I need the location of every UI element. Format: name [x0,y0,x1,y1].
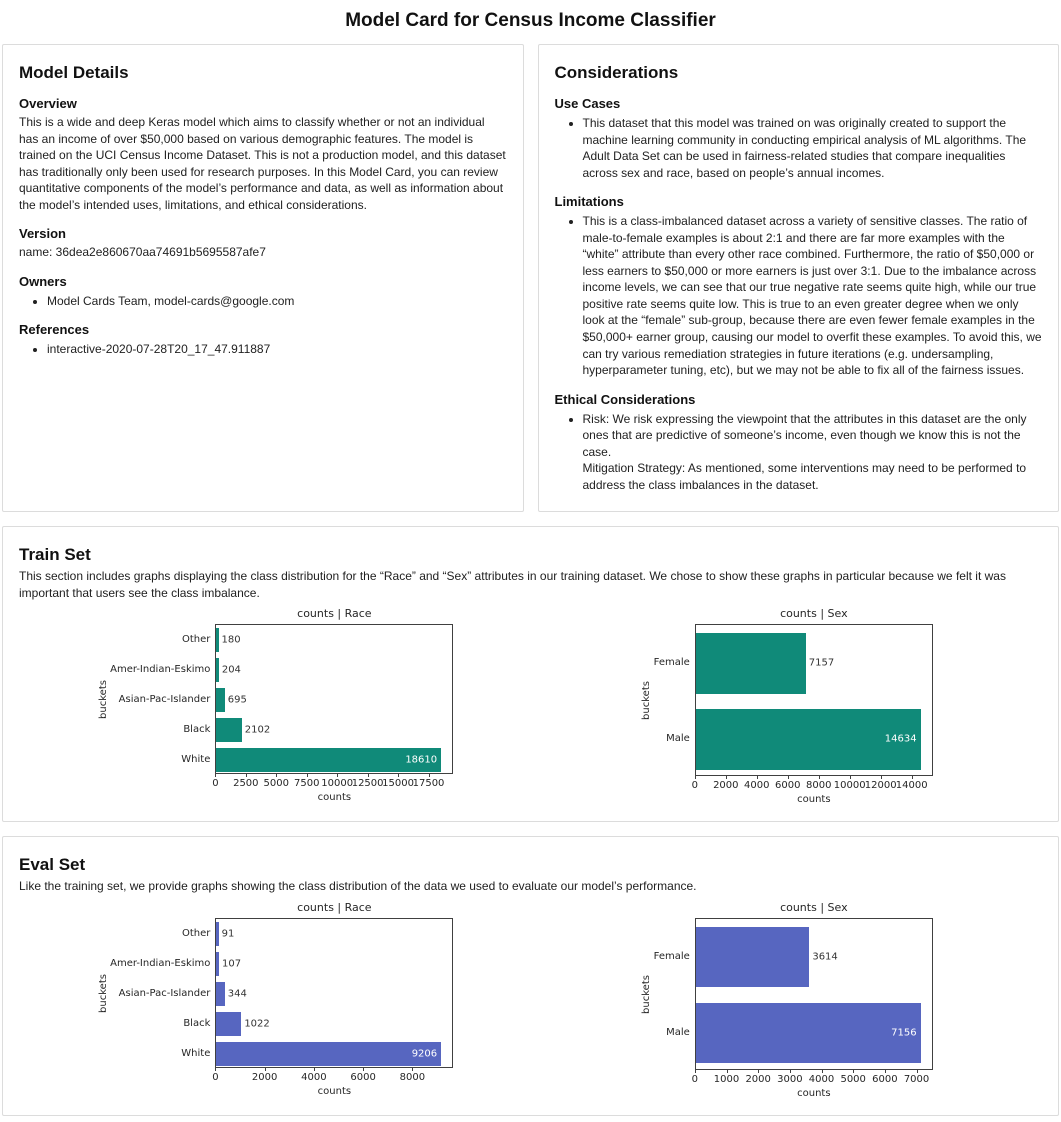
bar [696,709,921,770]
bar [216,952,242,976]
x-tick-label: 4000 [744,780,770,792]
x-tick-label: 4000 [808,1074,835,1086]
x-tick-mark [695,776,696,779]
bar [216,1012,270,1036]
x-tick-mark [215,1068,216,1071]
considerations-title: Considerations [554,63,679,82]
x-tick-mark [363,1068,364,1071]
chart-title: counts | Sex [780,901,848,915]
limitations-heading: Limitations [554,194,624,210]
x-tick-label: 0 [691,1074,699,1086]
bar [216,982,247,1006]
bar [216,688,247,712]
use-cases-list [555,115,1043,181]
bar-value-label: 91 [221,928,235,940]
bar-value-label: 695 [227,694,247,706]
use-cases-heading: Use Cases [554,96,621,111]
bar-value-label: 107 [221,958,242,970]
bar-value-label: 7157 [808,657,835,669]
bar-row [696,919,932,995]
train-charts-row [19,605,1042,805]
version-heading: Version [19,226,66,242]
x-axis [691,1070,933,1087]
x-tick-mark [429,774,430,777]
y-tick-label: Male [666,1026,690,1038]
y-tick-labels [110,624,215,774]
x-axis-label: counts [797,1088,831,1100]
x-tick-mark [368,774,369,777]
x-tick-label: 15000 [382,778,414,790]
x-tick-mark [788,776,789,779]
x-tick-label: 5000 [263,778,289,790]
y-tick-labels [654,624,695,776]
limitation-item: • This is a class-imbalanced dataset across a variety of sensitive classes. The ratio of male-to-female examples is about 2:1 and there are far more examples with the “white” attribute than every other race combined. Furthermore, the ratio of $50,000 or less earners to $50,000 or more earners is just over 3:1. Due to the imbalance across income levels, we can see that our true negative rate seems quite high, while our true positive rate seems quite low. This is true to an even greater degree when we only look at the “female” sub-group, because there are even fewer female examples in the $50,000+ earner group, causing our model to overfit these examples. To avoid this, we can try various remediation strategies in future iterations (e.g. undersampling, hyperparameter tuning, etc), but we may not be able to fix all of the fairness issues. [583,213,1043,378]
bar-row [696,995,932,1071]
eval-set-description: Like the training set, we provide graphs showing the class distribution of the data we used to evaluate our model’s performance. [19,879,697,894]
y-axis-label-text: buckets [641,681,653,720]
ethical-item [583,411,1043,494]
x-axis-label: counts [317,792,352,804]
bar-value-label: 2102 [244,724,271,736]
x-tick-label: 6000 [775,780,801,792]
y-tick-label: Female [653,656,690,668]
train-set-title: Train Set [19,545,91,565]
y-axis-label [640,624,654,776]
bar [216,718,271,742]
chart-title: counts | Race [297,607,372,621]
x-tick-mark [819,776,820,779]
bar-row [216,919,452,949]
y-tick-labels [654,918,695,1070]
y-axis-label-text: buckets [97,973,109,1013]
x-tick-label: 2000 [251,1072,278,1084]
x-tick-mark [246,774,247,777]
plot-area [215,624,453,774]
x-tick-mark [758,1070,759,1073]
eval-race-chart [96,899,453,1099]
x-tick-label: 2500 [233,778,259,790]
x-tick-label: 0 [691,780,699,792]
ethical-list [555,411,1043,494]
x-tick-mark [850,776,851,779]
x-tick-mark [695,1070,696,1073]
chart-title: counts | Sex [780,607,848,621]
x-tick-mark [727,1070,728,1073]
y-tick-label: Asian-Pac-Islander [118,987,211,999]
y-axis-label-text: buckets [97,680,109,719]
x-tick-label: 7500 [293,778,320,790]
bar-row [216,625,452,655]
reference-item: • interactive-2020-07-28T20_17_47.911887 [47,341,507,358]
references-heading: References [19,322,90,338]
plot-area [215,918,453,1068]
x-tick-label: 6000 [350,1072,376,1084]
x-tick-label: 2000 [745,1074,771,1086]
ethical-mitigation-line: Mitigation Strategy: As mentioned, some interventions may need to be performed to address the class imbalances in the dataset. [582,461,1027,492]
train-set-card [2,526,1059,822]
references-list [19,341,507,358]
x-tick-label: 4000 [301,1072,327,1084]
x-tick-label: 12000 [864,780,897,792]
x-tick-mark [853,1070,854,1073]
plot-area [695,624,933,776]
bar-row [216,745,452,775]
use-case-item: • This dataset that this model was trained on was originally created to support the machine learning community in conducting empirical analysis of ML algorithms. The Adult Data Set can be used in fairness-related studies that compare inequalities across sex and race, based on people’s annual incomes. [583,115,1043,181]
x-tick-mark [265,1068,266,1071]
x-tick-label: 12500 [351,778,384,790]
y-tick-label: White [181,1047,211,1059]
x-tick-mark [215,774,216,777]
owners-heading: Owners [19,273,67,289]
ethical-heading: Ethical Considerations [554,391,696,407]
x-tick-mark [314,1068,315,1071]
y-tick-label: Female [653,950,690,962]
train-sex-chart [640,605,933,805]
owners-list [19,293,507,310]
bar [216,628,241,652]
x-tick-label: 17500 [412,778,445,790]
x-tick-mark [276,774,277,777]
y-tick-label: Other [181,927,211,939]
x-tick-label: 10000 [321,778,354,790]
y-axis-label [96,624,110,774]
x-tick-label: 1000 [713,1074,740,1086]
eval-sex-chart [640,899,933,1099]
bar [216,1042,441,1066]
x-tick-mark [337,774,338,777]
x-tick-label: 14000 [895,780,928,792]
y-tick-label: Amer-Indian-Eskimo [110,957,211,969]
chart [640,607,933,805]
x-tick-label: 8000 [399,1072,426,1084]
version-text: name: 36dea2e860670aa74691b5695587afe7 [19,245,266,260]
x-tick-label: 8000 [806,780,832,792]
considerations-card [538,44,1060,512]
x-tick-label: 3000 [777,1074,803,1086]
x-tick-mark [822,1070,823,1073]
bar-value-label: 14634 [884,733,917,745]
eval-set-title: Eval Set [19,855,86,875]
y-tick-label: Black [183,1017,211,1029]
bar-value-label: 204 [221,664,241,676]
y-tick-label: Black [183,723,211,735]
bar-value-label: 1022 [244,1018,270,1030]
owner-item: • Model Cards Team, model-cards@google.com [47,293,507,310]
y-tick-label: Asian-Pac-Islander [118,693,211,705]
bar [696,1003,921,1064]
bar [216,658,241,682]
x-tick-mark [726,776,727,779]
bar [216,748,441,772]
bar [696,633,835,694]
limitations-list [555,213,1043,378]
x-tick-mark [790,1070,791,1073]
train-set-description: This section includes graphs displaying the class distribution for the “Race” and “Sex” attributes in our training dataset. We chose to show these graphs in particular because we felt it was important that users see the class imbalance. [19,569,1006,600]
y-axis-label [640,918,654,1070]
x-tick-label: 7000 [903,1074,930,1086]
x-tick-label: 0 [212,1072,219,1084]
y-axis-label-text: buckets [641,974,653,1014]
ethical-risk-line: • Risk: We risk expressing the viewpoint that the attributes in this dataset are the only ones that are predictive of someone’s income, even though we know this is not the case. [582,411,1027,459]
y-tick-label: Amer-Indian-Eskimo [110,663,211,675]
y-axis-label [96,918,110,1068]
y-tick-label: Male [666,732,690,744]
overview-heading: Overview [19,96,77,111]
model-details-title: Model Details [19,63,129,82]
chart-title: counts | Race [297,901,372,915]
train-race-chart [96,605,453,805]
eval-charts-row [19,899,1042,1099]
x-tick-label: 6000 [872,1074,898,1086]
x-axis [212,774,453,791]
bar-row [216,715,452,745]
x-tick-mark [398,774,399,777]
x-axis [691,776,933,793]
bar-value-label: 344 [227,988,247,1000]
y-tick-labels [110,918,215,1068]
bar-value-label: 7156 [891,1027,917,1039]
chart [96,607,453,803]
chart [96,901,453,1097]
x-tick-mark [412,1068,413,1071]
bar-row [216,685,452,715]
x-tick-label: 10000 [833,780,866,792]
bar-row [696,701,932,777]
x-axis [212,1068,453,1085]
x-tick-mark [881,776,882,779]
x-tick-mark [917,1070,918,1073]
bar-value-label: 180 [221,634,241,646]
bar-row [216,1009,452,1039]
bar-row [696,625,932,701]
bar-value-label: 18610 [405,754,438,766]
model-details-card [2,44,524,512]
eval-set-card [2,836,1059,1116]
bar-row [216,1039,452,1069]
bar-row [216,949,452,979]
x-tick-label: 5000 [840,1074,866,1086]
x-tick-label: 2000 [713,780,739,792]
bar [216,922,235,946]
y-tick-label: White [181,753,211,765]
x-tick-mark [307,774,308,777]
x-axis-label: counts [317,1086,352,1098]
x-tick-mark [885,1070,886,1073]
bar-row [216,655,452,685]
overview-text: This is a wide and deep Keras model which aims to classify whether or not an individual has an income of over $50,000 based on various demographic features. The model is trained on the UCI Census Income Dataset. This is not a production model, and this dataset has traditionally only been used for research purposes. In this Model Card, you can review quantitative components of the model’s performance and data, as well as information about the model’s intended uses, limitations, and ethical considerations. [19,115,506,212]
bar-row [216,979,452,1009]
plot-area [695,918,933,1070]
x-tick-mark [912,776,913,779]
x-axis-label: counts [797,794,831,806]
x-tick-label: 0 [212,778,219,790]
bar [696,927,838,988]
y-tick-label: Other [181,633,211,645]
x-tick-mark [757,776,758,779]
page-title: Model Card for Census Income Classifier [345,10,716,31]
bar-value-label: 9206 [411,1048,438,1060]
bar-value-label: 3614 [812,951,838,963]
chart [640,901,933,1099]
top-cards-row [2,44,1059,512]
